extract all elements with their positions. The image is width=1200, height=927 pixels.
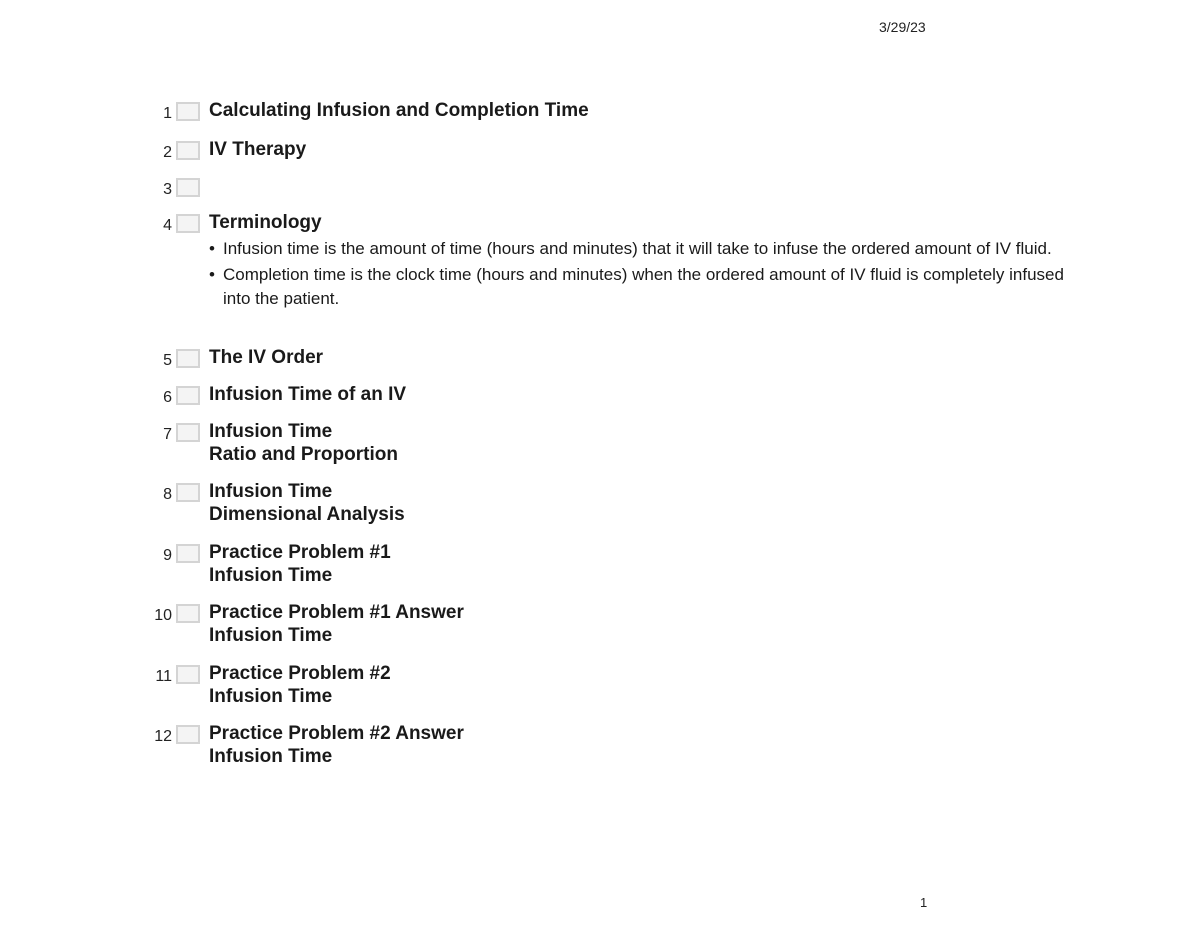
slide-thumbnail: [176, 423, 200, 442]
bullet-item: • Infusion time is the amount of time (hours and minutes) that it will take to infuse the ordered amount of IV fluid.: [209, 237, 1089, 261]
slide-thumbnail: [176, 725, 200, 744]
slide-title: IV Therapy: [209, 139, 307, 160]
slide-number: 1: [163, 105, 172, 122]
slide-subtitle: Infusion Time: [209, 686, 333, 707]
slide-number: 7: [163, 426, 172, 443]
slide-number: 10: [154, 607, 172, 624]
slide-bullets: [209, 237, 1089, 311]
slide-thumbnail: [176, 141, 200, 160]
slide-thumbnail: [176, 178, 200, 197]
slide-content: [209, 211, 1089, 313]
bullet-item: • Completion time is the clock time (hours and minutes) when the ordered amount of IV fluid is completely infused into the patient.: [209, 263, 1089, 311]
slide-number: 6: [163, 389, 172, 406]
slide-content: [209, 383, 1089, 406]
slide-number: 3: [163, 181, 172, 198]
slide-title: Infusion Time of an IV: [209, 384, 407, 405]
slide-title: The IV Order: [209, 347, 324, 368]
slide-thumbnail: [176, 349, 200, 368]
slide-title: Infusion Time: [209, 481, 333, 502]
slide-content: [209, 541, 1089, 587]
slide-subtitle: Infusion Time: [209, 746, 333, 767]
slide-content: [209, 601, 1089, 647]
slide-content: [209, 722, 1089, 768]
slide-number: 9: [163, 547, 172, 564]
slide-title: Infusion Time: [209, 421, 333, 442]
slide-title: Practice Problem #1 Answer: [209, 602, 464, 623]
slide-subtitle: Dimensional Analysis: [209, 504, 405, 525]
slide-content: [209, 420, 1089, 466]
print-date: 3/29/23: [879, 19, 926, 35]
slide-number: 4: [163, 217, 172, 234]
slide-content: [209, 480, 1089, 526]
slide-content: [209, 662, 1089, 708]
slide-subtitle: Infusion Time: [209, 565, 333, 586]
slide-content: [209, 138, 1089, 161]
slide-subtitle: Infusion Time: [209, 625, 333, 646]
slide-thumbnail: [176, 386, 200, 405]
slide-thumbnail: [176, 483, 200, 502]
slide-thumbnail: [176, 544, 200, 563]
slide-content: [209, 346, 1089, 369]
slide-number: 5: [163, 352, 172, 369]
slide-thumbnail: [176, 604, 200, 623]
slide-title: Practice Problem #1: [209, 542, 391, 563]
page-number: 1: [920, 895, 928, 910]
slide-content: [209, 99, 1089, 122]
slide-thumbnail: [176, 102, 200, 121]
slide-title: Practice Problem #2: [209, 663, 391, 684]
slide-title: Practice Problem #2 Answer: [209, 723, 464, 744]
slide-thumbnail: [176, 665, 200, 684]
slide-number: 2: [163, 144, 172, 161]
slide-number: 12: [154, 728, 172, 745]
slide-number: 8: [163, 486, 172, 503]
slide-thumbnail: [176, 214, 200, 233]
slide-title: Calculating Infusion and Completion Time: [209, 100, 589, 121]
slide-title: Terminology: [209, 212, 322, 233]
slide-number: 11: [155, 668, 172, 685]
slide-subtitle: Ratio and Proportion: [209, 444, 398, 465]
